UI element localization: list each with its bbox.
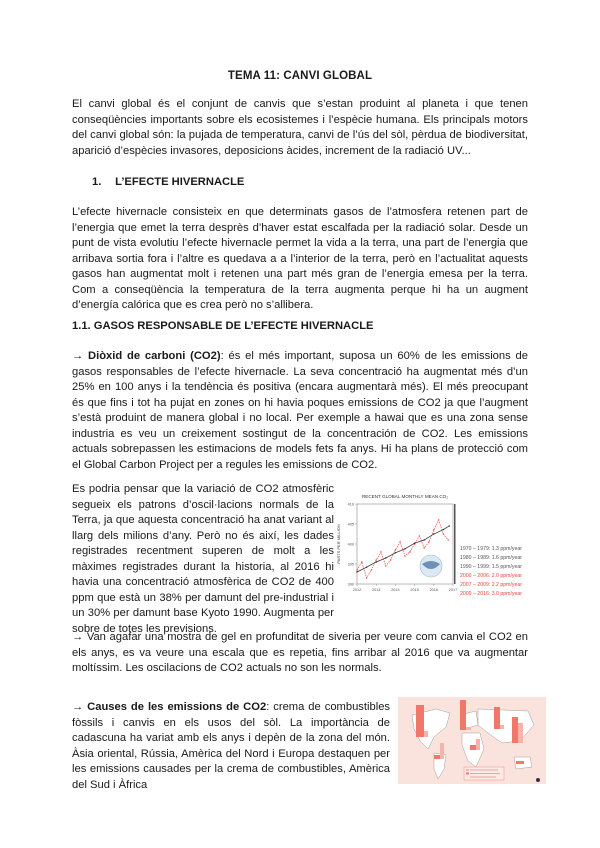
bar-russia-2 <box>500 725 504 729</box>
data-point-monthly <box>433 529 434 530</box>
data-point-trend <box>424 539 425 540</box>
data-point-monthly <box>366 577 367 578</box>
legend-entry: 2009 – 2016: 3.0 ppm/year <box>460 591 523 597</box>
data-point-monthly <box>404 555 405 556</box>
chart-side-bar <box>454 504 456 584</box>
data-point-monthly <box>356 569 357 570</box>
data-point-monthly <box>448 539 449 540</box>
y-tick-label: 410 <box>347 502 354 507</box>
variation-paragraph: Es podria pensar que la variació de CO2 atmosfèric segueix els patrons d’oscil·lacions normals de la Terra, ja que aquesta concentració ha anat variant al llarg dels milions d’any. Però no és així, les dades registrades recentment superen de molt a les màximes registrades durant la historia, al 2016 hi havia una concentració atmosfèrica de CO2 de 400 ppm que està un 38% per damunt del pre-industrial i un 30% per damunt base Kyoto 1990. Augmenta per sobre de totes les previsions. <box>72 483 334 635</box>
intro-paragraph: El canvi global és el conjunt de canvis que s’estan produint al planeta i que tenen conseqüències importants sobre els ecosistemes i l’espècie humana. Els principals motors del canvi global són: la pujada de temperatura, canvi de l’ús del sòl, pèrdua de biodiversitat, aparició d’espècies invasores, deposicions àcides, increment de la radiació UV... <box>72 98 528 157</box>
chart-title: RECENT GLOBAL MONTHLY MEAN CO₂ <box>361 494 449 499</box>
bar-east-asia <box>512 717 518 743</box>
x-tick-label: 2015 <box>410 588 419 592</box>
x-tick-label: 2017 <box>448 588 458 592</box>
bar-east-asia-2 <box>518 723 523 743</box>
data-point-monthly <box>361 561 362 562</box>
data-point-monthly <box>428 541 429 542</box>
x-tick-label: 2016 <box>429 588 439 592</box>
data-point-trend <box>404 548 405 549</box>
data-point-trend <box>385 557 386 558</box>
x-tick-label: 2012 <box>352 588 362 592</box>
chart-legend <box>460 545 522 599</box>
data-point-trend <box>414 543 415 544</box>
map-legend-swatch <box>466 769 469 771</box>
y-tick-label: 405 <box>347 522 354 527</box>
data-point-trend <box>376 561 377 562</box>
asia-shape <box>478 709 534 743</box>
bar-oceania <box>516 761 524 764</box>
legend-entry: 2000 – 2006: 2.0 ppm/year <box>460 573 523 579</box>
section-number: 1. <box>92 176 102 188</box>
legend-entry: 1990 – 1999: 1.5 ppm/year <box>460 564 523 570</box>
data-point-monthly <box>424 547 425 548</box>
co2-paragraph <box>72 349 528 473</box>
subsection-heading-1-1: 1.1. GASOS RESPONSABLE DE L’EFECTE HIVERNACLE <box>72 320 374 332</box>
data-point-monthly <box>395 549 396 550</box>
data-point-monthly <box>376 559 377 560</box>
co2-chart <box>335 490 460 600</box>
data-point-monthly <box>419 535 420 536</box>
legend-entry: 2007 – 2009: 2.2 ppm/year <box>460 582 523 588</box>
data-point-trend <box>433 533 434 534</box>
co2-chart-figure <box>335 490 550 600</box>
data-point-trend <box>395 552 396 553</box>
bar-north-america <box>416 705 424 737</box>
data-point-trend <box>356 571 357 572</box>
data-point-monthly <box>438 519 439 520</box>
data-point-monthly <box>409 551 410 552</box>
causes-body: : crema de combustibles fòssils i canvis en els usos del sòl. La importància de cadascuna ha variat amb els anys i depèn de la zona del món. Àsia oriental, Rússia, Amèrica del Nord i Europa destaquen per les emissions causades per la crema de combustibles, Amèrica del Sud i Àfrica <box>72 701 391 791</box>
document-title: TEMA 11: CANVI GLOBAL <box>227 70 373 82</box>
map-legend-swatch <box>466 773 469 775</box>
x-tick-label: 2013 <box>371 588 381 592</box>
bar-south-america-2 <box>440 743 444 759</box>
bar-africa <box>470 745 476 750</box>
data-point-trend <box>443 529 444 530</box>
data-point-monthly <box>400 541 401 542</box>
y-axis-label: PARTS PER MILLION <box>336 524 341 564</box>
data-point-trend <box>448 525 449 526</box>
co2-label: Diòxid de carboni (CO2) <box>88 350 221 362</box>
arrow-icon: → <box>72 350 84 362</box>
data-point-monthly <box>371 569 372 570</box>
publisher-logo-icon <box>536 778 540 782</box>
causes-label: Causes de les emissions de CO2 <box>87 701 267 713</box>
bar-russia <box>494 707 500 729</box>
legend-entry: 1970 – 1979: 1.3 ppm/year <box>460 546 523 552</box>
data-point-trend <box>366 567 367 568</box>
bar-africa-2 <box>476 739 480 750</box>
section-heading-1 <box>92 176 244 188</box>
bar-north-america-2 <box>424 731 428 737</box>
bar-south-america <box>434 755 440 759</box>
x-tick-label: 2014 <box>391 588 400 592</box>
y-tick-label: 400 <box>347 542 354 547</box>
y-tick-label: 395 <box>347 562 354 567</box>
bar-europe-2 <box>466 727 471 730</box>
data-point-monthly <box>390 559 391 560</box>
section-title: L’EFECTE HIVERNACLE <box>115 176 245 188</box>
legend-entry: 1980 – 1989: 1.6 ppm/year <box>460 555 523 561</box>
causes-paragraph <box>72 700 390 793</box>
bar-europe <box>460 700 466 730</box>
ice-core-paragraph: → Van agafar una mostra de gel en profunditat de siveria per veure com canvia el CO2 en els anys, es va veure una escala que es repetia, fins arribar al 2016 que va augmentar moltíssim. Les oscilacions de CO2 actuals no son les normals. <box>72 631 528 674</box>
data-point-monthly <box>380 551 381 552</box>
co2-body: : és el més important, suposa un 60% de les emissions de gasos responsables de l’efecte hivernacle. La seva concentració ha augmentat més d’un 25% en 100 anys i la tendència és positiva (encara augmentarà més). El més preocupant és que fins i tot ha pujat en zones on hi havia poques emissions de CO2 ja que l’augment s’està produint de manera global i no local. Per exemple a hawai que es una zona sense industria es veu un creixement sostingut de la concentración de CO2. Les emissions actuals sobrepassen les estimacions de models fets fa anys. Hi ha plans de protecció com el Global Carbon Project per a regules les emissions de CO2. <box>72 350 528 471</box>
y-tick-label: 390 <box>347 582 354 587</box>
arrow-icon: → <box>72 701 84 713</box>
data-point-monthly <box>385 565 386 566</box>
data-point-monthly <box>443 533 444 534</box>
emissions-world-map <box>398 697 546 784</box>
greenhouse-paragraph: L’efecte hivernacle consisteix en que determinats gasos de l’atmosfera retenen part de l’energia que emet la terra desprès d’haver estat escalfada per la radiació solar. Desde un punt de vista evolutiu l’efecte hivernacle permet la vida a la terra, una part de l’energia que arribava sortia fora i l’altre es quedava a a l’interior de la terra, però en l’actualitat aquests gasos han augmentat molt i retenen una part més gran de l’energia emesa per la terra. Com a conseqüència la temperatura de la terra augmenta perque hi ha un augment d’energía calórica que es crea però no s’allibera. <box>72 206 528 311</box>
world-map-image <box>398 697 546 784</box>
